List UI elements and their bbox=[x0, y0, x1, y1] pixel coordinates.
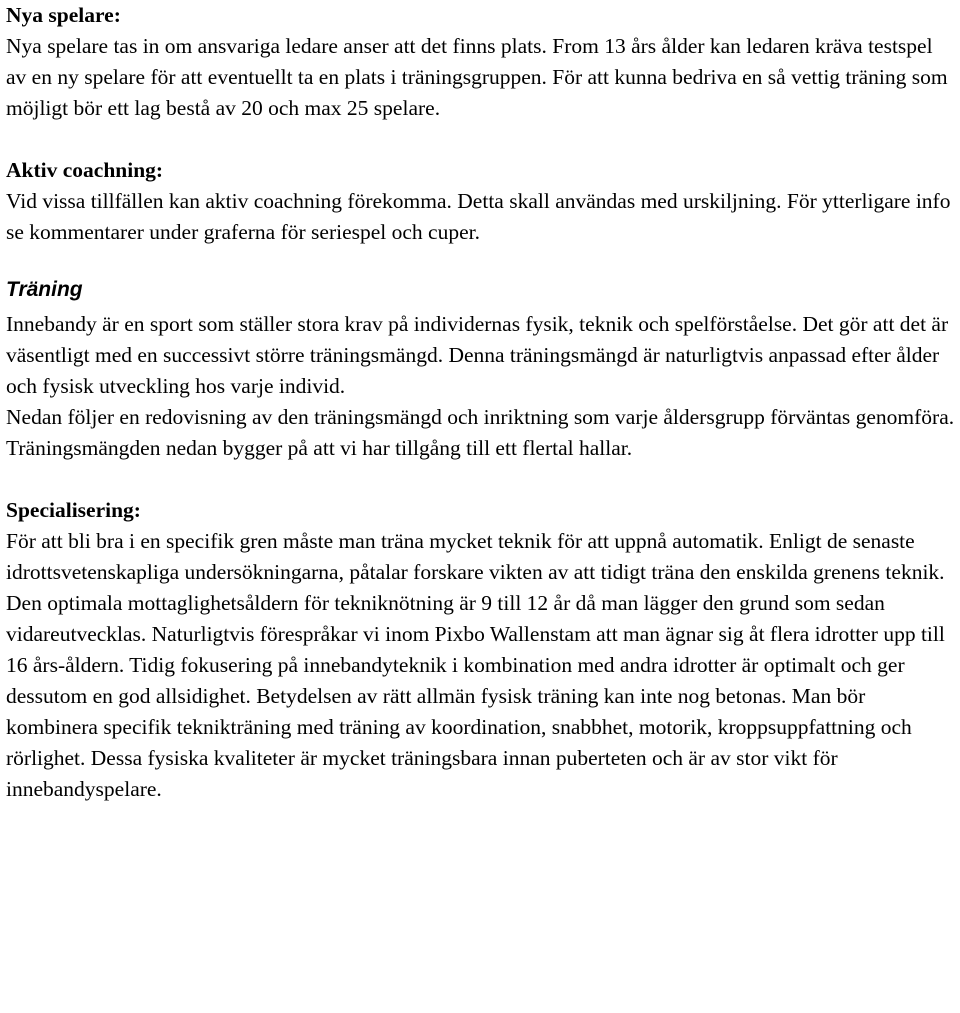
paragraph: Nya spelare tas in om ansvariga ledare anser att det finns plats. From 13 års ålder kan ledaren kräva testspel av en ny spelare för att eventuellt ta en plats i träningsgruppen. För att kunna bedriva en så vettig träning som möjligt bör ett lag bestå av 20 och max 25 spelare. bbox=[6, 34, 948, 120]
heading-traning: Träning bbox=[6, 278, 83, 301]
section-traning bbox=[6, 274, 956, 464]
heading-nya-spelare: Nya spelare: bbox=[6, 3, 121, 27]
heading-aktiv-coachning: Aktiv coachning: bbox=[6, 158, 164, 182]
section-nya-spelare bbox=[6, 0, 956, 124]
paragraph: För att bli bra i en specifik gren måste man träna mycket teknik för att uppnå automatik. Enligt de senaste idrottsvetenskapliga undersökningarna, påtalar forskare vikten av att tidigt träna den enskilda grenens teknik. Den optimala mottaglighetsåldern för tekniknötning är 9 till 12 år då man lägger den grund som sedan vidareutvecklas. Naturligtvis förespråkar vi inom Pixbo Wallenstam att man ägnar sig åt flera idrotter upp till 16 års-åldern. Tidig fokusering på innebandyteknik i kombination med andra idrotter är optimalt och ger dessutom en god allsidighet. Betydelsen av rätt allmän fysisk träning kan inte nog betonas. Man bör kombinera specifik teknikträning med träning av koordination, snabbhet, motorik, kroppsuppfattning och rörlighet. Dessa fysiska kvaliteter är mycket träningsbara innan puberteten och är av stor vikt för innebandyspelare. bbox=[6, 529, 945, 801]
section-aktiv-coachning bbox=[6, 155, 956, 248]
section-specialisering bbox=[6, 495, 956, 805]
heading-specialisering: Specialisering: bbox=[6, 498, 141, 522]
paragraph: Nedan följer en redovisning av den träningsmängd och inriktning som varje åldersgrupp förväntas genomföra. Träningsmängden nedan bygger på att vi har tillgång till ett flertal hallar. bbox=[6, 405, 955, 460]
paragraph: Innebandy är en sport som ställer stora krav på individernas fysik, teknik och spelförståelse. Det gör att det är väsentligt med en successivt större träningsmängd. Denna träningsmängd är naturligtvis anpassad efter ålder och fysisk utveckling hos varje individ. bbox=[6, 312, 949, 398]
paragraph: Vid vissa tillfällen kan aktiv coachning förekomma. Detta skall användas med urskiljning. För ytterligare info se kommentarer under graferna för seriespel och cuper. bbox=[6, 189, 951, 244]
document-page bbox=[6, 0, 956, 805]
